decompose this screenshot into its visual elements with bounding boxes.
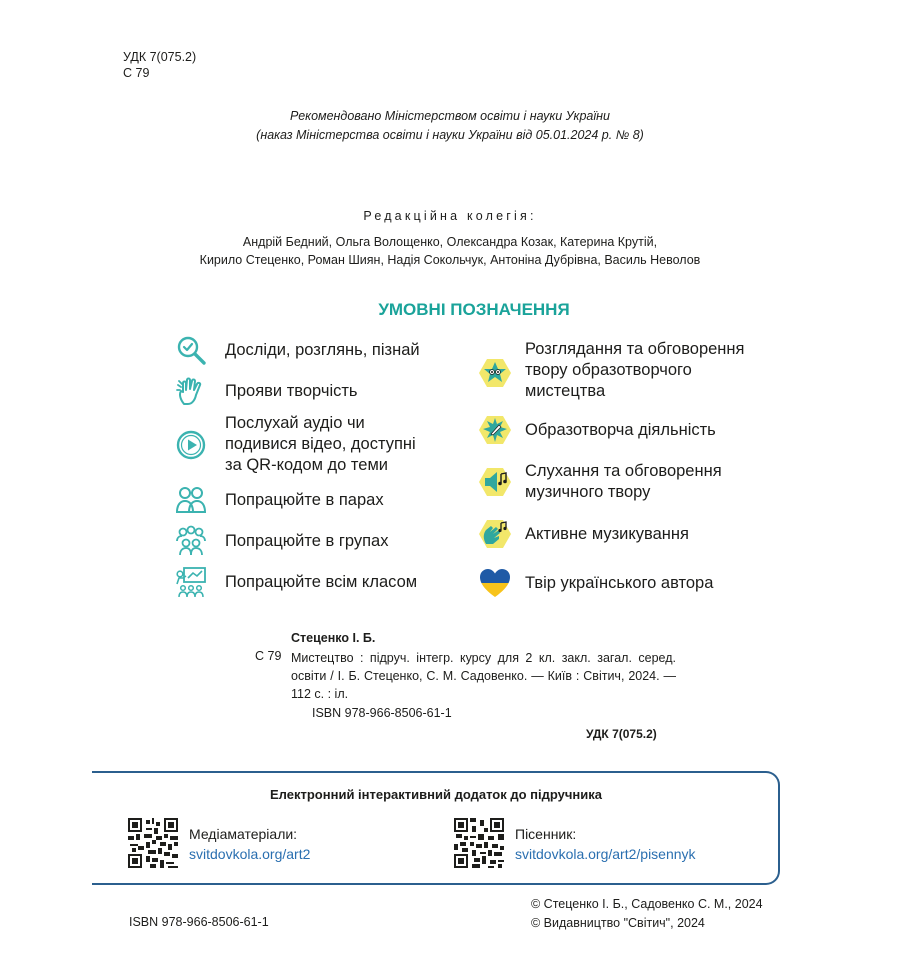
legend-item-music-listening bbox=[479, 461, 722, 503]
art-activity-icon bbox=[479, 414, 511, 446]
legend-title: УМОВНІ ПОЗНАЧЕННЯ bbox=[378, 300, 570, 319]
editorial-board-line-1: Андрій Бедний, Ольга Волощенко, Олександра Козак, Катерина Крутій, bbox=[242, 235, 658, 249]
copyright-block bbox=[531, 895, 763, 933]
qr-code-media[interactable] bbox=[128, 818, 178, 868]
music-making-icon bbox=[479, 518, 511, 550]
songbook-link[interactable]: svitdovkola.org/art2/pisennyk bbox=[515, 846, 696, 862]
legend-item-explore bbox=[175, 334, 420, 366]
legend-item-label: Прояви творчість bbox=[225, 381, 358, 400]
udk-code: УДК 7(075.2) bbox=[123, 50, 197, 64]
legend-item-label: Образотворча діяльність bbox=[525, 420, 716, 439]
legend-item-label: Слухання та обговорення музичного твору bbox=[525, 462, 722, 501]
pair-icon bbox=[175, 484, 207, 516]
ukrainian-heart-icon bbox=[479, 567, 511, 599]
play-circle-icon bbox=[175, 429, 207, 461]
legend-item-label: Попрацюйте всім класом bbox=[225, 572, 418, 591]
copyright-publisher: © Видавництво "Світич", 2024 bbox=[531, 916, 705, 930]
recommendation-line-2: (наказ Міністерства освіти і науки України від 05.01.2024 р. № 8) bbox=[256, 128, 644, 142]
magnifier-check-icon bbox=[175, 334, 207, 366]
header-codes bbox=[123, 49, 196, 81]
qr-code-songbook[interactable] bbox=[454, 818, 504, 868]
bibliography-udk: УДК 7(075.2) bbox=[586, 727, 657, 741]
media-label: Медіаматеріали: bbox=[189, 826, 298, 842]
legend-item-music-making bbox=[479, 518, 689, 550]
bibliography-author: Стеценко І. Б. bbox=[291, 631, 376, 645]
music-listening-icon bbox=[479, 466, 511, 498]
legend-item-art-activity bbox=[479, 414, 716, 446]
legend-item-label: Попрацюйте в групах bbox=[225, 531, 389, 550]
library-code: С 79 bbox=[123, 66, 150, 80]
legend-item-label: Активне музикування bbox=[525, 524, 689, 543]
hand-icon bbox=[175, 375, 207, 407]
songbook-label: Пісенник: bbox=[515, 826, 577, 842]
legend-item-ukrainian-author bbox=[479, 567, 713, 599]
legend-item-label: Послухай аудіо чи подивися відео, доступні за QR-кодом до теми bbox=[225, 414, 416, 474]
legend-item-groups bbox=[175, 525, 388, 557]
legend-item-media bbox=[175, 413, 416, 476]
recommendation bbox=[0, 107, 900, 145]
bibliography-code: С 79 bbox=[255, 649, 282, 663]
legend-item-art-viewing bbox=[479, 339, 744, 402]
editorial-board-line-2: Кирило Стеценко, Роман Шиян, Надія Сокольчук, Антоніна Дубрівна, Василь Неволов bbox=[199, 253, 701, 267]
legend-item-label: Досліди, розглянь, пізнай bbox=[225, 340, 420, 359]
legend-item-label: Попрацюйте в парах bbox=[225, 490, 384, 509]
editorial-board-title: Редакційна колегія: bbox=[363, 209, 537, 223]
recommendation-line-1: Рекомендовано Міністерством освіти і науки України bbox=[290, 109, 610, 123]
class-board-icon bbox=[175, 566, 207, 598]
bibliography-description: Мистецтво : підруч. інтегр. курсу для 2 кл. закл. загал. серед. освіти / І. Б. Стеценко, С. М. Садовенко. — Київ : Світич, 2024. — 112 с. : іл. bbox=[291, 651, 676, 701]
copyright-authors: © Стеценко І. Б., Садовенко С. М., 2024 bbox=[531, 897, 763, 911]
legend-item-label: Розглядання та обговорення твору образотворчого мистецтва bbox=[525, 340, 745, 400]
editorial-board-names bbox=[0, 233, 900, 269]
media-link[interactable]: svitdovkola.org/art2 bbox=[189, 846, 311, 862]
legend-item-class bbox=[175, 566, 417, 598]
legend-item-label: Твір українського автора bbox=[525, 573, 714, 592]
legend-item-creativity bbox=[175, 375, 358, 407]
footer-isbn: ISBN 978-966-8506-61-1 bbox=[129, 915, 269, 929]
art-viewing-icon bbox=[479, 357, 511, 389]
legend-item-pairs bbox=[175, 484, 384, 516]
group-icon bbox=[175, 525, 207, 557]
electronic-supplement-title: Електронний інтерактивний додаток до підручника bbox=[270, 787, 602, 802]
bibliography-isbn: ISBN 978-966-8506-61-1 bbox=[312, 706, 452, 720]
